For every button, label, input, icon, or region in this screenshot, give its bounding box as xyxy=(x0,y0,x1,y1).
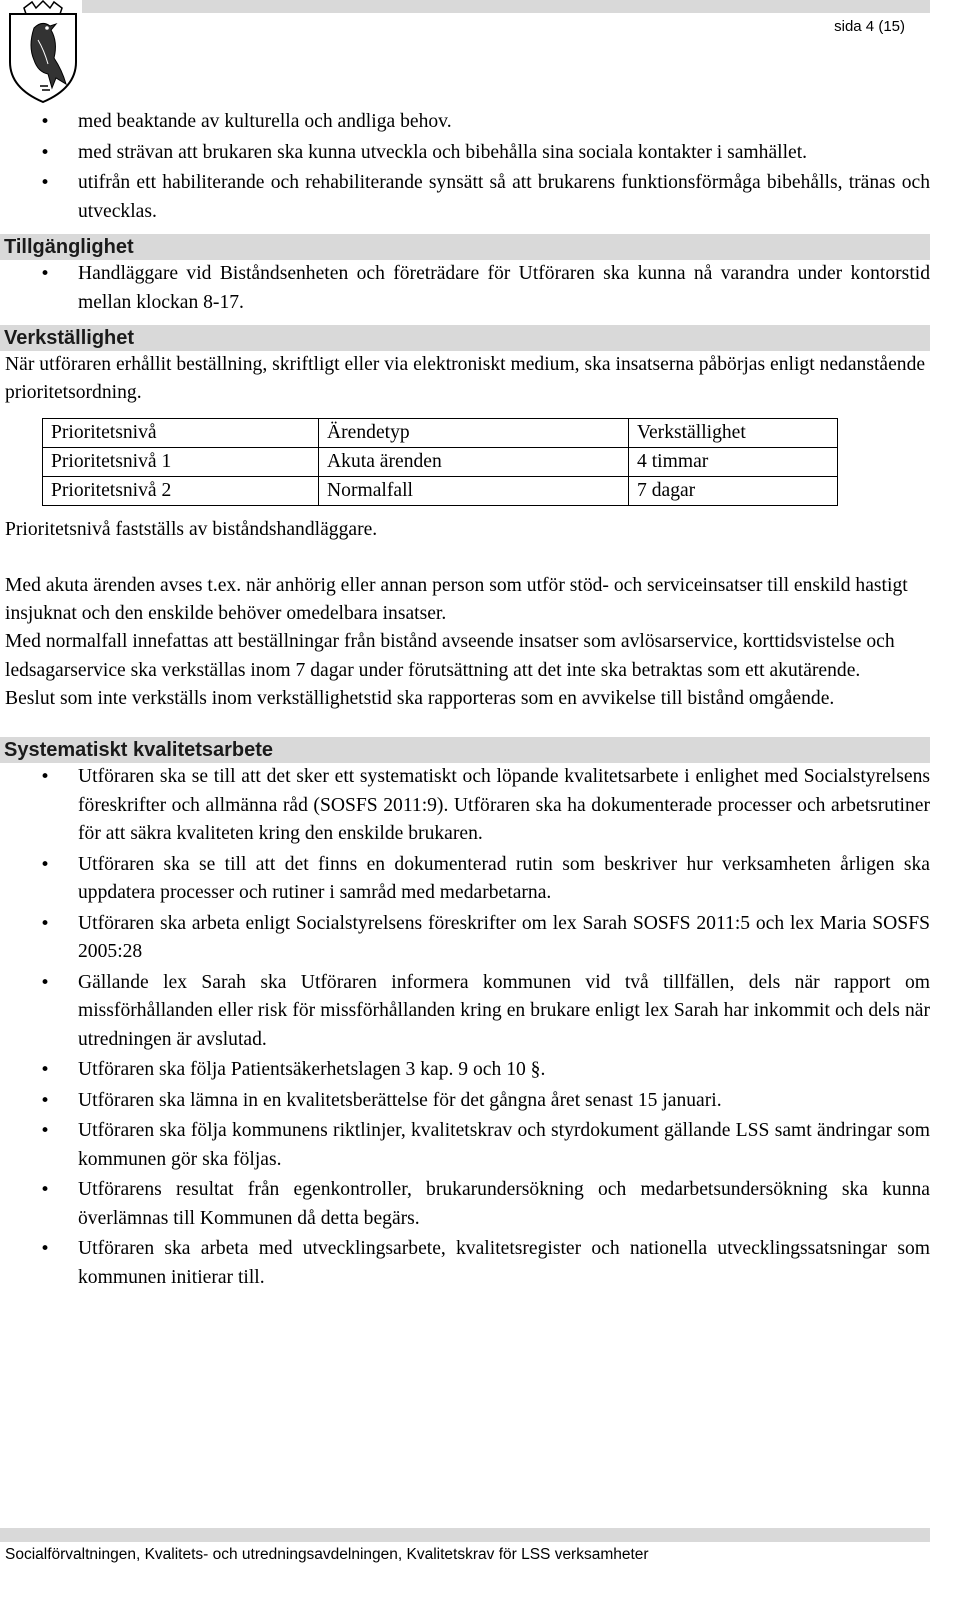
list-item: • Handläggare vid Biståndsenheten och företrädare för Utföraren ska kunna nå varandra under kontorstid mellan klockan 8-17. xyxy=(0,260,930,317)
list-item: • Utföraren ska arbeta med utvecklingsarbete, kvalitetsregister och nationella utvecklingssatsningar som kommunen initierar till. xyxy=(0,1235,930,1292)
table-header-row xyxy=(43,418,838,447)
table-header-cell: Ärendetyp xyxy=(319,418,629,447)
table-row xyxy=(43,476,838,505)
table-header-cell: Verkställighet xyxy=(629,418,838,447)
footer-text: Socialförvaltningen, Kvalitets- och utredningsavdelningen, Kvalitetskrav för LSS verksamheter xyxy=(5,1546,649,1563)
priority-note: Prioritetsnivå fastställs av biståndshandläggare. xyxy=(5,518,378,540)
intro-bullet-list xyxy=(0,108,930,226)
list-item: • Utförarens resultat från egenkontroller, brukarundersökning och medarbetsundersökning ska kunna överlämnas till Kommunen då detta begärs. xyxy=(0,1176,930,1233)
table-cell: Akuta ärenden xyxy=(319,447,629,476)
header-bar xyxy=(82,0,930,13)
tillganglighet-list xyxy=(0,260,930,317)
list-item: • Utföraren ska se till att det finns en dokumenterad rutin som beskriver hur verksamheten årligen ska uppdatera processer och rutiner i samråd med medarbetarna. xyxy=(0,851,930,908)
verkstallighet-intro: När utföraren erhållit beställning, skriftligt eller via elektroniskt medium, ska insatserna påbörjas enligt nedanstående prioritetsordning. xyxy=(5,354,926,404)
section-heading-tillganglighet: Tillgänglighet xyxy=(0,234,930,260)
list-item: • Utföraren ska följa kommunens riktlinjer, kvalitetskrav och styrdokument gällande LSS samt ändringar som kommunen gör ska följas. xyxy=(0,1117,930,1174)
table-header-cell: Prioritetsnivå xyxy=(43,418,319,447)
table-row xyxy=(43,447,838,476)
table-cell: Prioritetsnivå 1 xyxy=(43,447,319,476)
table-cell: Normalfall xyxy=(319,476,629,505)
paragraph-normalfall: Med normalfall innefattas att beställningar från bistånd avseende insatser som avlösarservice, korttidsvistelse och ledsagarservice ska verkställas inom 7 dagar under förutsättning att det inte ska betraktas som ett akutärende. xyxy=(5,631,895,681)
section-heading-verkstallighet: Verkställighet xyxy=(0,325,930,351)
list-item: • med strävan att brukaren ska kunna utveckla och bibehålla sina sociala kontakter i samhället. xyxy=(0,139,930,168)
list-item: • med beaktande av kulturella och andliga behov. xyxy=(0,108,930,137)
list-item: • Gällande lex Sarah ska Utföraren informera kommunen vid två tillfällen, dels när rapport om missförhållanden eller risk för missförhållanden kring en brukare enligt lex Sarah har inkommit och dels när utredningen är avslutad. xyxy=(0,969,930,1055)
table-cell: 4 timmar xyxy=(629,447,838,476)
paragraph-beslut: Beslut som inte verkställs inom verkställighetstid ska rapporteras som en avvikelse till bistånd omgående. xyxy=(5,688,835,710)
table-cell: Prioritetsnivå 2 xyxy=(43,476,319,505)
table-cell: 7 dagar xyxy=(629,476,838,505)
priority-table xyxy=(42,418,838,506)
list-item: • utifrån ett habiliterande och rehabiliterande synsätt så att brukarens funktionsförmåga bibehålls, tränas och utvecklas. xyxy=(0,169,930,226)
section-heading-kvalitet: Systematiskt kvalitetsarbete xyxy=(0,737,930,763)
footer-bar xyxy=(0,1528,930,1542)
kvalitet-list xyxy=(0,763,930,1292)
list-item: • Utföraren ska se till att det sker ett systematiskt och löpande kvalitetsarbete i enlighet med Socialstyrelsens föreskrifter och allmänna råd (SOSFS 2011:9). Utföraren ska ha dokumenterade processer och arbetsrutiner för att säkra kvaliteten kring den enskilde brukaren. xyxy=(0,763,930,849)
coat-of-arms-icon xyxy=(4,0,82,104)
list-item: • Utföraren ska arbeta enligt Socialstyrelsens föreskrifter om lex Sarah SOSFS 2011:5 och lex Maria SOSFS 2005:28 xyxy=(0,910,930,967)
list-item: • Utföraren ska lämna in en kvalitetsberättelse för det gångna året senast 15 januari. xyxy=(0,1087,930,1116)
page-number: sida 4 (15) xyxy=(834,18,905,35)
document-body xyxy=(0,108,930,1294)
list-item: • Utföraren ska följa Patientsäkerhetslagen 3 kap. 9 och 10 §. xyxy=(0,1056,930,1085)
paragraph-akuta: Med akuta ärenden avses t.ex. när anhörig eller annan person som utför stöd- och serviceinsatser till enskild hastigt insjuknat och den enskilde behöver omedelbara insatser. xyxy=(5,574,908,625)
